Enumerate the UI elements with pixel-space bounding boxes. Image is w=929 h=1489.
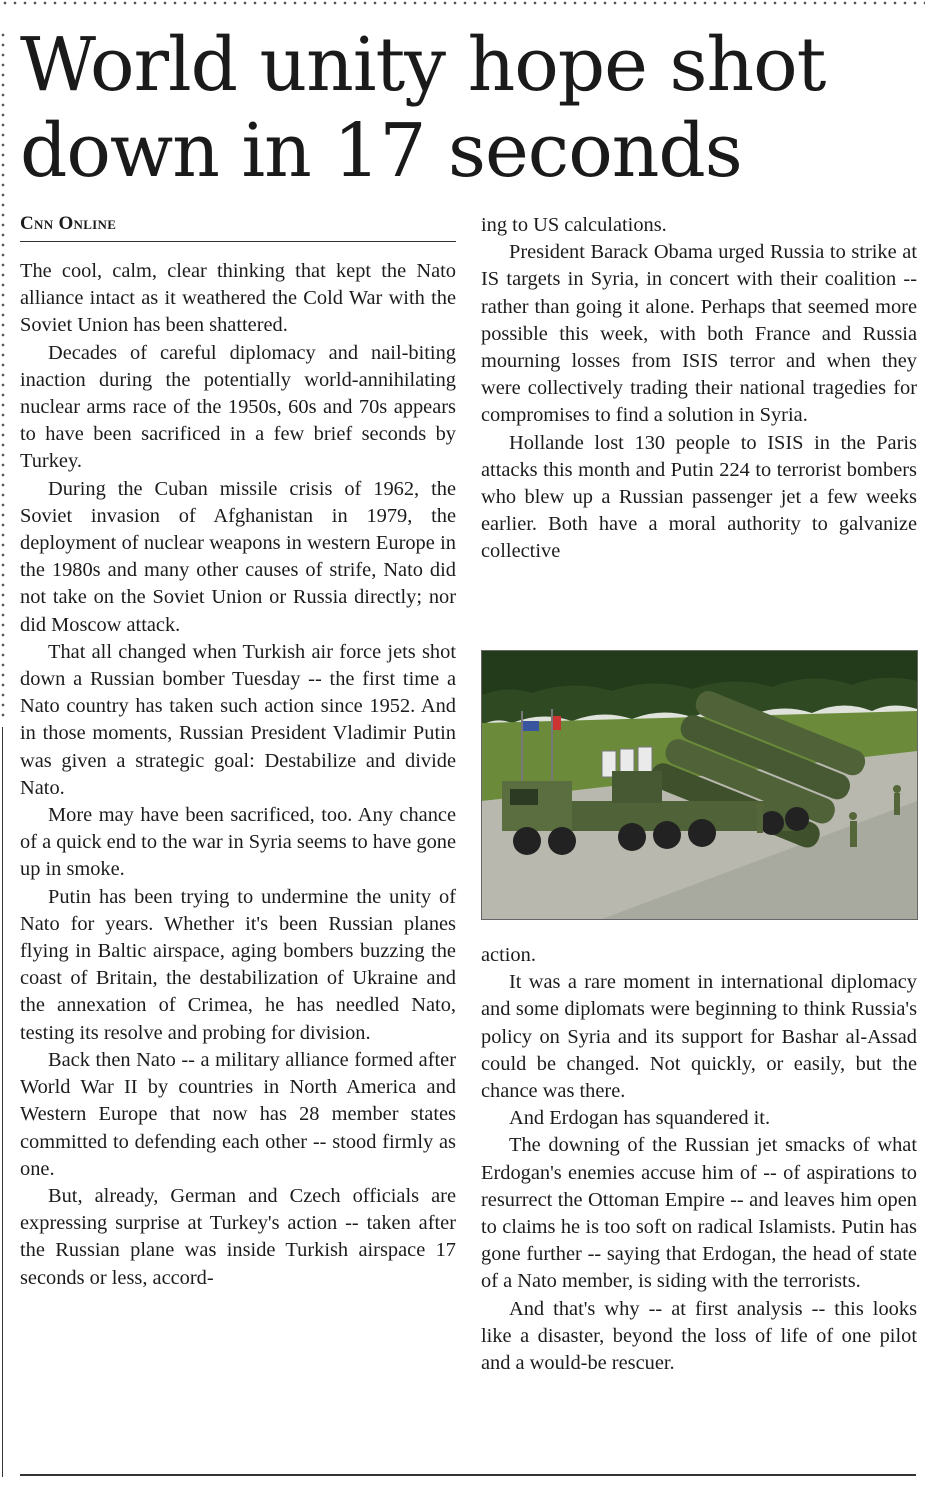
paragraph: During the Cuban missile crisis of 1962, the Soviet invasion of Afghanistan in 1979, the deployment of nuclear weapons in western Europe in the 1980s and many other causes of strife, Nato did not take on the Soviet Union or Russia directly; nor did Moscow attack. <box>20 477 456 636</box>
paragraph: President Barack Obama urged Russia to strike at IS targets in Syria, in concert with their coalition -- rather than going it alone. Perhaps that seemed more possible this week, with both France and Russia mourning losses from ISIS terror and when they were collectively trading their national tragedies for compromises to find a solution in Syria. <box>481 241 917 427</box>
byline: Cnn Online <box>20 213 456 242</box>
paragraph: But, already, German and Czech officials are expressing surprise at Turkey's action -- taken after the Russian plane was inside Turkish airspace 17 seconds or less, accord- <box>20 1184 456 1289</box>
paragraph: And that's why -- at first analysis -- this looks like a disaster, beyond the loss of life of one pilot and a would-be rescuer. <box>481 1297 917 1375</box>
paragraph: And Erdogan has squandered it. <box>509 1107 771 1130</box>
headline: World unity hope shot down in 17 seconds <box>20 22 826 194</box>
bottom-rule <box>20 1474 916 1476</box>
paragraph: Hollande lost 130 people to ISIS in the Paris attacks this month and Putin 224 to terrorist bombers who blew up a Russian passenger jet a few weeks earlier. Both have a moral authority to galvanize collective <box>481 431 917 563</box>
paragraph: ing to US calculations. <box>481 214 667 236</box>
left-rule <box>2 727 3 1477</box>
paragraph: Decades of careful diplomacy and nail-biting inaction during the potentially world-annihilating nuclear arms race of the 1950s, 60s and 70s appears to have been sacrificed in a few brief seconds by Turkey. <box>20 341 456 473</box>
right-column-top <box>481 212 917 566</box>
right-column-bottom <box>481 942 917 1377</box>
paragraph: The downing of the Russian jet smacks of what Erdogan's enemies accuse him of -- of aspirations to resurrect the Ottoman Empire -- and leaves him open to claims he is too soft on radical Islamists. Putin has gone further -- saying that Erdogan, the head of state of a Nato member, is siding with the terrorists. <box>481 1134 917 1293</box>
paragraph: The cool, calm, clear thinking that kept the Nato alliance intact as it weathered the Cold War with the Soviet Union has been shattered. <box>20 260 456 337</box>
dotted-border-left <box>0 30 6 720</box>
left-column <box>20 258 456 1292</box>
paragraph: It was a rare moment in international diplomacy and some diplomats were beginning to think Russia's policy on Syria and its support for Bashar al-Assad could be changed. Not quickly, or easily, but the chance was there. <box>481 971 917 1103</box>
news-photo <box>481 650 918 920</box>
paragraph: action. <box>481 944 536 966</box>
paragraph: Back then Nato -- a military alliance formed after World War II by countries in North America and Western Europe that now has 28 member states committed to defending each other -- stood firmly as one. <box>20 1048 456 1180</box>
missile-launcher-illustration <box>482 651 917 919</box>
paragraph: Putin has been trying to undermine the unity of Nato for years. Whether it's been Russian planes flying in Baltic airspace, aging bombers buzzing the coast of Britain, the destabilization of Ukraine and the annexation of Crimea, he has needled Nato, testing its resolve and probing for division. <box>20 885 456 1044</box>
paragraph: That all changed when Turkish air force jets shot down a Russian bomber Tuesday -- the first time a Nato country has taken such action since 1952. And in those moments, Russian President Vladimir Putin was given a strategic goal: Destabilize and divide Nato. <box>20 640 456 799</box>
dotted-border-top <box>0 0 925 6</box>
paragraph: More may have been sacrificed, too. Any chance of a quick end to the war in Syria seems to have gone up in smoke. <box>20 804 457 881</box>
